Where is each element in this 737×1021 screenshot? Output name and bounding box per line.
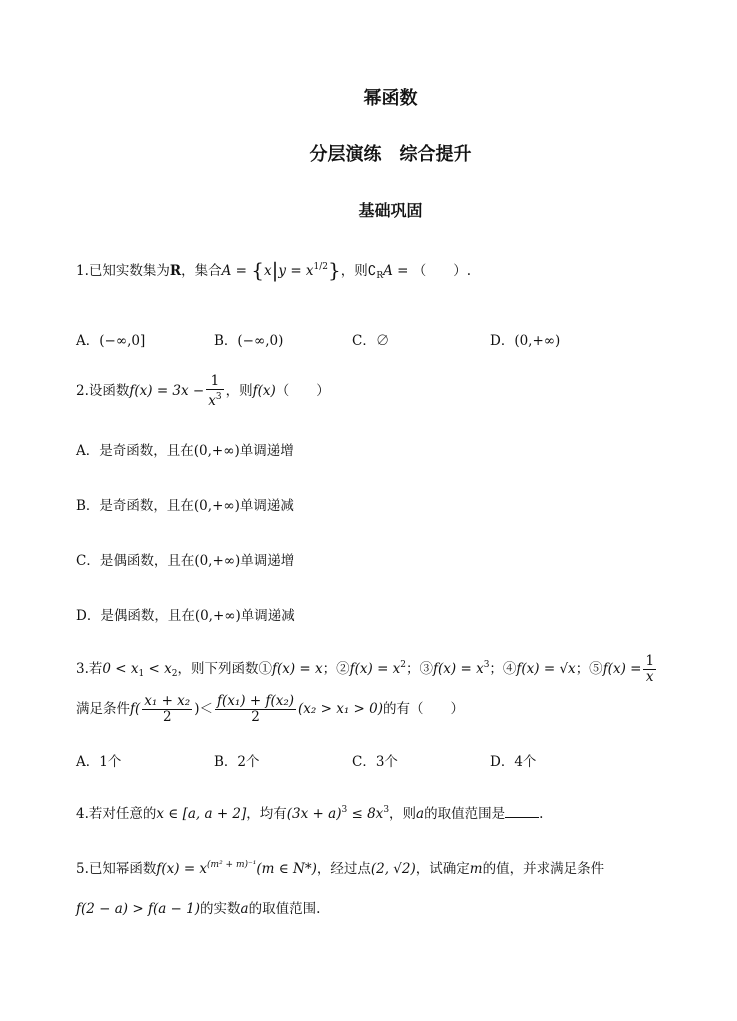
section-heading: 基础巩固 xyxy=(358,201,423,220)
question-3-option-a: A．1个 xyxy=(76,754,122,770)
question-1-option-a: A．(−∞,0] xyxy=(76,333,146,349)
question-3-option-b: B．2个 xyxy=(214,754,260,770)
question-1-stem: 1.已知实数集为R，集合$A = \{x|y = x^{1/2}\}$，则$∁_RA$ = （ ）. xyxy=(76,258,472,282)
question-2-stem: 2.设函数f(x) = 3x − $\frac{1}{x^3}$ ，则f(x)（ ） xyxy=(76,373,330,409)
question-2-option-a: A．是奇函数，且在(0,+∞)单调递增 xyxy=(76,443,294,459)
page-subtitle: 分层演练 综合提升 xyxy=(309,144,472,165)
question-3-stem: 3.若$0 < x_1 < x_2$，则下列函数①f(x) = x；②f(x) = $x^2$；③f(x) = $x^3$；④f(x) = √x；⑤f(x) = $\frac{1}{x}$ xyxy=(76,653,655,685)
page-title: 幂函数 xyxy=(363,88,418,109)
question-3-condition: 满足条件f( $\frac{\text{x₁ + x₂}}{2}$ )＜ $\frac{\text{f(x₁) + f(x₂)}}{2}$ (x₂ > x₁ > 0)的有（ ） xyxy=(76,693,464,725)
question-5-condition: f(2 − a) > f(a − 1)的实数a的取值范围. xyxy=(76,901,321,917)
question-4-stem: 4.若对任意的x ∈ [a, a + 2]，均有$(3x + a)^3 \le 8x^3$，则a的取值范围是 . xyxy=(76,805,544,822)
question-1-option-b: B．(−∞,0) xyxy=(214,333,284,349)
answer-blank xyxy=(505,806,539,818)
question-1-option-d: D．(0,+∞) xyxy=(490,333,561,349)
question-5-stem: 5.已知幂函数$f(x) = x^{(m^2 + m)^{-1}}(m$ ∈ N*)，经过点(2, √2)，试确定m的值，并求满足条件 xyxy=(76,860,605,877)
question-2-option-b: B．是奇函数，且在(0,+∞)单调递减 xyxy=(76,498,294,514)
question-2-option-c: C．是偶函数，且在(0,+∞)单调递增 xyxy=(76,553,295,569)
question-2-option-d: D．是偶函数，且在(0,+∞)单调递减 xyxy=(76,608,295,624)
question-3-option-d: D．4个 xyxy=(490,754,537,770)
question-3-option-c: C．3个 xyxy=(352,754,398,770)
question-1-option-c: C．∅ xyxy=(352,333,390,349)
